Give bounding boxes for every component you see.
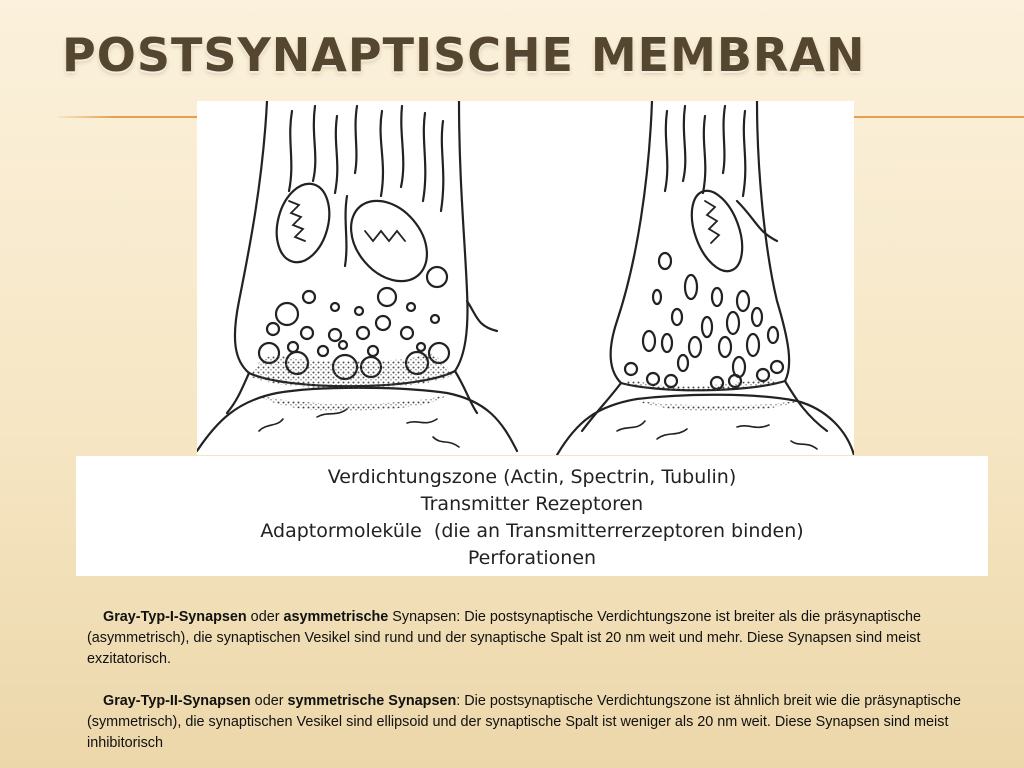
conjunction: oder xyxy=(250,693,288,709)
conjunction: oder xyxy=(246,609,284,625)
slide-title: POSTSYNAPTISCHE MEMBRAN xyxy=(62,28,866,82)
callout-line-receptors: Transmitter Rezeptoren xyxy=(420,493,644,515)
term-asymmetric: asymmetrische xyxy=(283,609,389,625)
right-presynaptic-terminal xyxy=(582,101,827,431)
paragraph-gray-type-2 xyxy=(87,691,987,754)
title-rule-right xyxy=(854,116,1024,118)
description-text: : Die postsynaptische Verdichtungszone ist ähnlich breit wie die präsynaptische (symmetrisch), die synaptischen Vesikel sind ellipsoid und der synaptische Spalt ist weniger als 20 nm weit. Diese Synapsen sind meist inhibitorisch xyxy=(87,693,962,751)
paragraph-gray-type-1 xyxy=(87,607,987,670)
term-gray-type-1: Gray-Typ-I-Synapsen xyxy=(103,609,247,625)
description-text: Synapsen: Die postsynaptische Verdichtungszone ist breiter als die präsynaptische (asymmetrisch), die synaptischen Vesikel sind rund und der synaptische Spalt ist 20 nm weit und mehr. Diese Synapsen sind meist exzitatorisch. xyxy=(87,609,922,667)
synapse-illustration xyxy=(197,101,854,455)
synapse-diagram-svg xyxy=(197,101,854,455)
callout-line-perforations: Perforationen xyxy=(467,547,597,569)
synapse-description xyxy=(87,607,987,754)
membrane-components-callout xyxy=(76,456,988,576)
callout-line-adaptor-molecules: Adaptormoleküle (die an Transmitterrerzeptoren binden) xyxy=(260,520,804,542)
callout-line-density-zone: Verdichtungszone (Actin, Spectrin, Tubulin) xyxy=(327,466,737,488)
right-postsynaptic-element xyxy=(557,395,854,455)
term-gray-type-2: Gray-Typ-II-Synapsen xyxy=(103,693,251,709)
title-rule-left xyxy=(58,116,198,118)
postsynaptic-density-zones xyxy=(251,354,797,411)
term-symmetric: symmetrische Synapsen xyxy=(287,693,457,709)
